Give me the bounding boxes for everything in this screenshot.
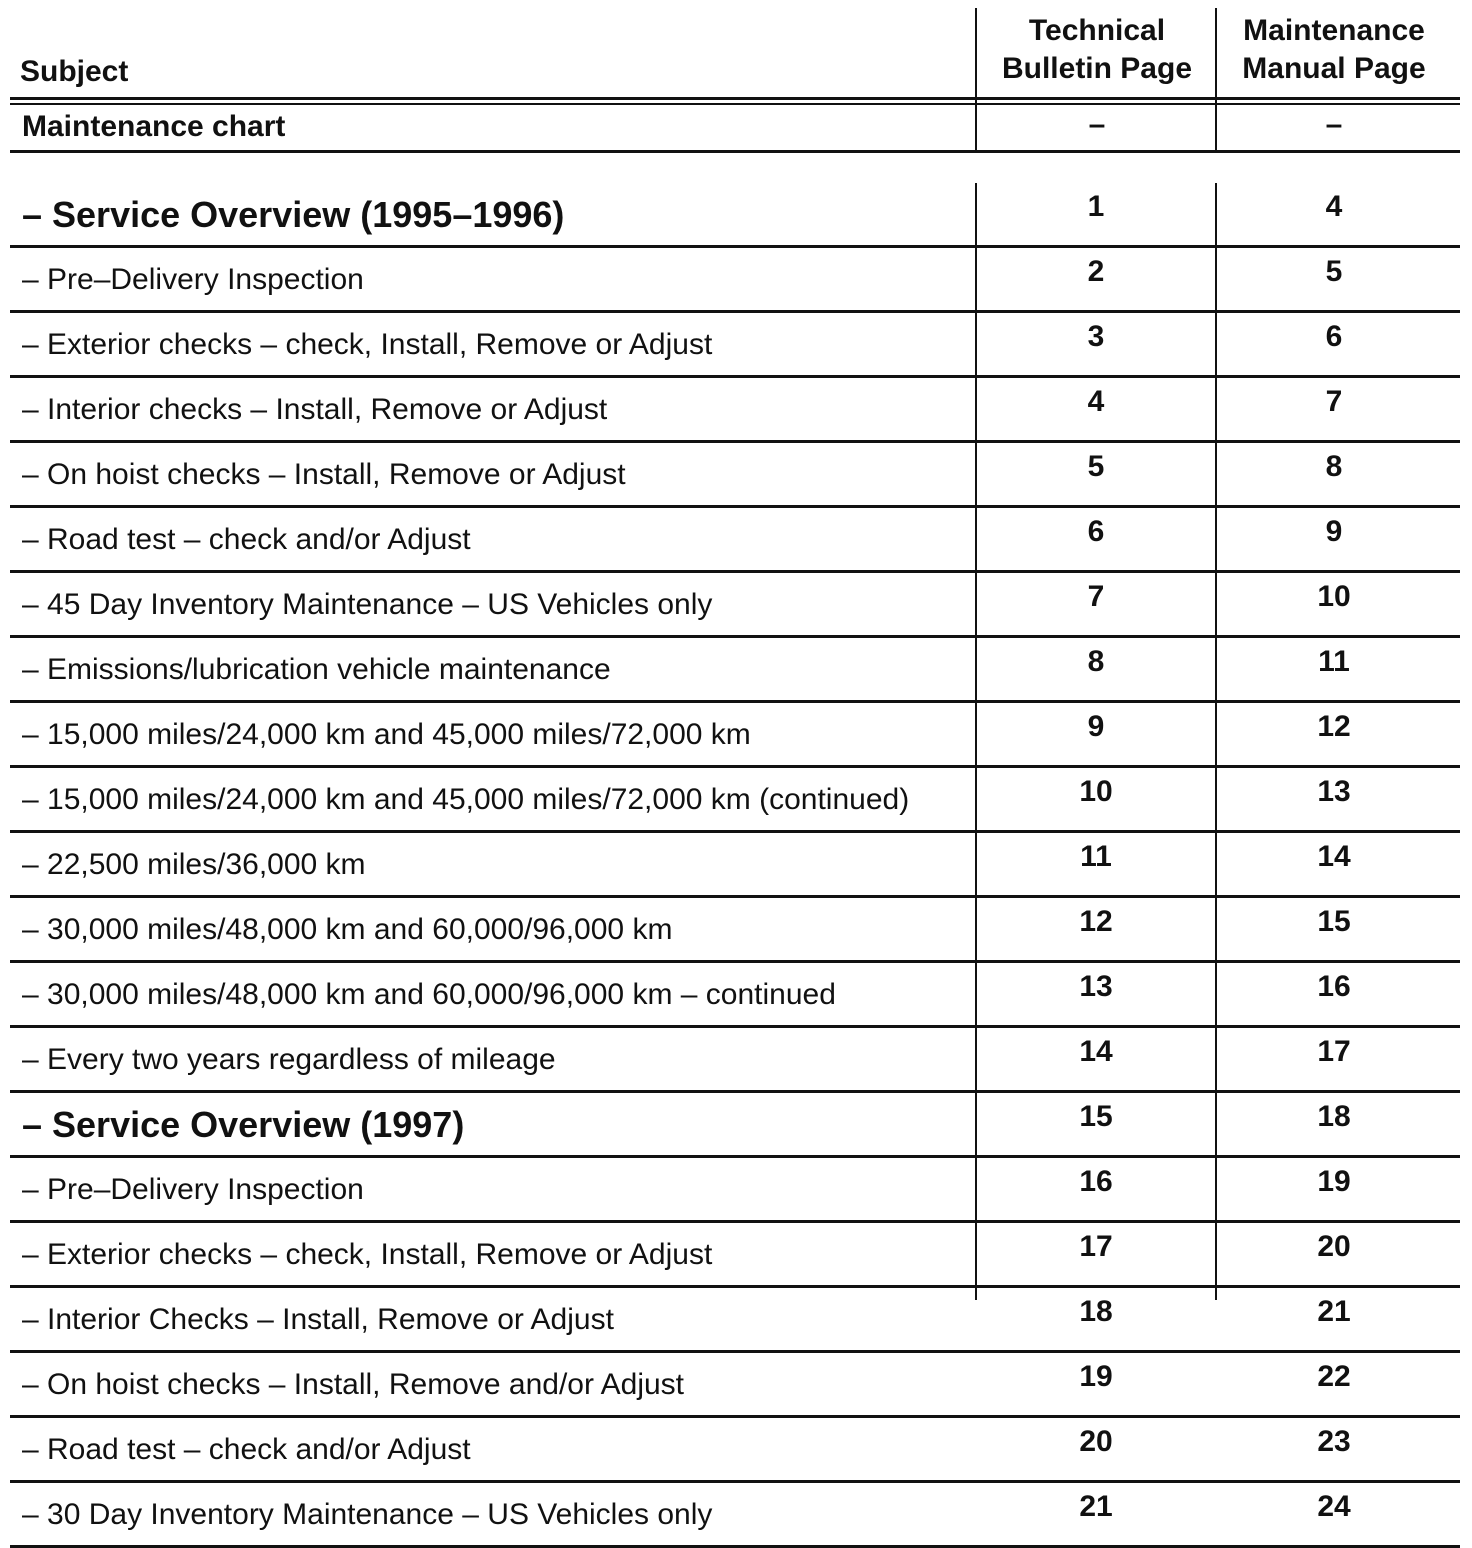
table-row: [10, 833, 1460, 898]
row-maintenance-manual-page: 23: [1317, 1425, 1351, 1458]
row-maintenance-manual-page: 14: [1317, 840, 1351, 873]
row-subject: – 30 Day Inventory Maintenance – US Vehicles only: [22, 1498, 713, 1531]
row-subject: – 45 Day Inventory Maintenance – US Vehicles only: [22, 588, 713, 621]
table-row: [10, 378, 1460, 443]
table-row: [10, 703, 1460, 768]
row-maintenance-manual-page: 21: [1317, 1295, 1351, 1328]
row-subject: – 22,500 miles/36,000 km: [22, 848, 366, 881]
row-maintenance-manual-page: 4: [1325, 190, 1343, 223]
contents-table-body: [10, 183, 1460, 1548]
row-maintenance-manual-page: 16: [1317, 970, 1351, 1003]
row-subject: – Road test – check and/or Adjust: [22, 523, 471, 556]
header-technical-bulletin-page: [978, 12, 1216, 88]
header-maintenance-manual-page: [1218, 12, 1450, 88]
table-row: [10, 508, 1460, 573]
table-row: [10, 898, 1460, 963]
row-technical-bulletin-page: 15: [1079, 1100, 1113, 1133]
header-mm-line2: Manual Page: [1242, 52, 1426, 85]
row-technical-bulletin-page: 10: [1079, 775, 1113, 808]
row-subject: – On hoist checks – Install, Remove and/or Adjust: [22, 1368, 685, 1401]
table-row: [10, 768, 1460, 833]
header-mm-line1: Maintenance: [1243, 14, 1425, 47]
chart-row-mm: –: [1325, 108, 1343, 141]
row-technical-bulletin-page: 20: [1079, 1425, 1113, 1458]
table-row: [10, 573, 1460, 638]
row-technical-bulletin-page: 3: [1087, 320, 1105, 353]
row-technical-bulletin-page: 21: [1079, 1490, 1113, 1523]
row-technical-bulletin-page: 2: [1087, 255, 1105, 288]
header-tb-line1: Technical: [1028, 14, 1166, 47]
table-row: [10, 1483, 1460, 1548]
table-row: [10, 638, 1460, 703]
row-maintenance-manual-page: 12: [1317, 710, 1351, 743]
row-maintenance-manual-page: 11: [1318, 645, 1350, 678]
row-maintenance-manual-page: 17: [1317, 1035, 1351, 1068]
row-technical-bulletin-page: 14: [1079, 1035, 1113, 1068]
row-technical-bulletin-page: 18: [1079, 1295, 1113, 1328]
row-subject: – Pre–Delivery Inspection: [22, 1173, 364, 1206]
row-technical-bulletin-page: 11: [1080, 840, 1112, 873]
table-row: [10, 963, 1460, 1028]
row-maintenance-manual-page: 9: [1325, 515, 1343, 548]
row-subject: – Service Overview (1995–1996): [22, 194, 565, 235]
table-row: [10, 443, 1460, 508]
section-heading-row: [10, 183, 1460, 248]
row-technical-bulletin-page: 1: [1087, 190, 1105, 223]
row-technical-bulletin-page: 12: [1079, 905, 1113, 938]
row-subject: – Service Overview (1997): [22, 1104, 465, 1145]
chart-row-subject: Maintenance chart: [22, 110, 286, 143]
row-subject: – Emissions/lubrication vehicle maintenance: [22, 653, 611, 686]
row-maintenance-manual-page: 22: [1317, 1360, 1351, 1393]
row-technical-bulletin-page: 6: [1087, 515, 1105, 548]
row-subject: – Exterior checks – check, Install, Remove or Adjust: [22, 328, 713, 361]
row-subject: – Pre–Delivery Inspection: [22, 263, 364, 296]
row-maintenance-manual-page: 20: [1317, 1230, 1351, 1263]
table-row: [10, 1158, 1460, 1223]
header-tb-line2: Bulletin Page: [1001, 52, 1193, 85]
row-technical-bulletin-page: 13: [1079, 970, 1113, 1003]
row-technical-bulletin-page: 9: [1087, 710, 1105, 743]
row-maintenance-manual-page: 18: [1317, 1100, 1351, 1133]
maintenance-chart-row: [10, 102, 1460, 150]
header-rule-top: [10, 97, 1460, 100]
chart-row-rule: [10, 150, 1460, 153]
row-maintenance-manual-page: 13: [1317, 775, 1351, 808]
row-technical-bulletin-page: 16: [1079, 1165, 1113, 1198]
table-row: [10, 1418, 1460, 1483]
row-subject: – 15,000 miles/24,000 km and 45,000 miles/72,000 km (continued): [22, 783, 910, 816]
row-technical-bulletin-page: 8: [1087, 645, 1105, 678]
row-technical-bulletin-page: 7: [1087, 580, 1105, 613]
table-row: [10, 1353, 1460, 1418]
row-subject: – Exterior checks – check, Install, Remove or Adjust: [22, 1238, 713, 1271]
row-subject: – 30,000 miles/48,000 km and 60,000/96,000 km: [22, 913, 673, 946]
row-maintenance-manual-page: 24: [1317, 1490, 1351, 1523]
row-maintenance-manual-page: 8: [1325, 450, 1343, 483]
row-technical-bulletin-page: 17: [1079, 1230, 1113, 1263]
row-maintenance-manual-page: 15: [1317, 905, 1351, 938]
row-subject: – Interior Checks – Install, Remove or Adjust: [22, 1303, 614, 1336]
row-subject: – Interior checks – Install, Remove or Adjust: [22, 393, 608, 426]
row-subject: – Every two years regardless of mileage: [22, 1043, 556, 1076]
row-technical-bulletin-page: 5: [1087, 450, 1105, 483]
row-technical-bulletin-page: 4: [1087, 385, 1105, 418]
row-maintenance-manual-page: 10: [1317, 580, 1351, 613]
row-subject: – On hoist checks – Install, Remove or Adjust: [22, 458, 626, 491]
row-maintenance-manual-page: 7: [1325, 385, 1343, 418]
row-subject: – 30,000 miles/48,000 km and 60,000/96,000 km – continued: [22, 978, 836, 1011]
row-maintenance-manual-page: 6: [1325, 320, 1343, 353]
table-row: [10, 313, 1460, 378]
table-row: [10, 248, 1460, 313]
section-heading-row: [10, 1093, 1460, 1158]
row-subject: – Road test – check and/or Adjust: [22, 1433, 471, 1466]
table-row: [10, 1223, 1460, 1288]
row-maintenance-manual-page: 5: [1325, 255, 1343, 288]
row-subject: – 15,000 miles/24,000 km and 45,000 miles/72,000 km: [22, 718, 751, 751]
chart-row-tb: –: [1088, 108, 1106, 141]
table-row: [10, 1028, 1460, 1093]
header-subject: Subject: [20, 55, 129, 88]
row-technical-bulletin-page: 19: [1079, 1360, 1113, 1393]
row-maintenance-manual-page: 19: [1317, 1165, 1351, 1198]
table-row: [10, 1288, 1460, 1353]
